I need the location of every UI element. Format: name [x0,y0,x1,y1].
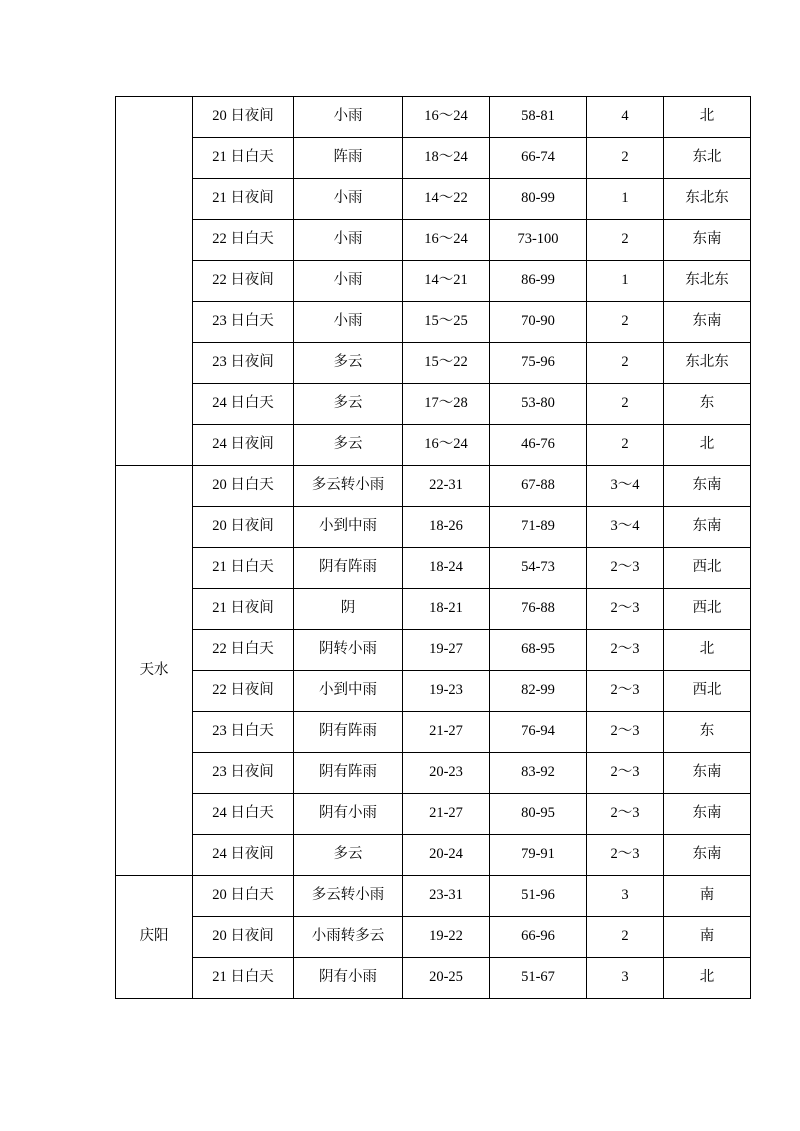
table-row [116,507,751,548]
period-cell: 24 日夜间 [193,425,294,466]
table-row [116,138,751,179]
period-cell: 23 日白天 [193,302,294,343]
table-body [116,97,751,999]
period-cell: 23 日夜间 [193,343,294,384]
temperature-cell: 16～24 [403,220,490,261]
wind-direction-cell: 北 [664,958,751,999]
condition-cell: 阵雨 [294,138,403,179]
table-row [116,671,751,712]
table-row [116,302,751,343]
humidity-cell: 51-96 [490,876,587,917]
temperature-cell: 20-25 [403,958,490,999]
period-cell: 24 日夜间 [193,835,294,876]
temperature-cell: 19-27 [403,630,490,671]
table-row [116,261,751,302]
wind-direction-cell: 东北东 [664,179,751,220]
wind-level-cell: 2～3 [587,794,664,835]
period-cell: 22 日夜间 [193,671,294,712]
humidity-cell: 70-90 [490,302,587,343]
weather-forecast-table [115,96,751,999]
wind-direction-cell: 东北东 [664,261,751,302]
wind-direction-cell: 北 [664,425,751,466]
period-cell: 20 日白天 [193,466,294,507]
condition-cell: 小雨 [294,302,403,343]
table-row [116,876,751,917]
table-row [116,384,751,425]
period-cell: 20 日夜间 [193,507,294,548]
wind-level-cell: 2 [587,302,664,343]
wind-direction-cell: 南 [664,917,751,958]
condition-cell: 多云 [294,835,403,876]
temperature-cell: 14～21 [403,261,490,302]
temperature-cell: 22-31 [403,466,490,507]
wind-direction-cell: 东南 [664,794,751,835]
temperature-cell: 18-21 [403,589,490,630]
period-cell: 24 日白天 [193,794,294,835]
wind-level-cell: 2 [587,425,664,466]
wind-level-cell: 2～3 [587,630,664,671]
temperature-cell: 16～24 [403,97,490,138]
humidity-cell: 68-95 [490,630,587,671]
wind-direction-cell: 北 [664,97,751,138]
wind-direction-cell: 东南 [664,507,751,548]
wind-level-cell: 2 [587,138,664,179]
condition-cell: 阴有阵雨 [294,753,403,794]
table-row [116,179,751,220]
humidity-cell: 66-74 [490,138,587,179]
temperature-cell: 19-22 [403,917,490,958]
condition-cell: 阴有阵雨 [294,548,403,589]
table-row [116,548,751,589]
period-cell: 22 日夜间 [193,261,294,302]
condition-cell: 阴有小雨 [294,958,403,999]
period-cell: 24 日白天 [193,384,294,425]
period-cell: 21 日夜间 [193,589,294,630]
city-cell [116,97,193,466]
temperature-cell: 21-27 [403,794,490,835]
period-cell: 23 日夜间 [193,753,294,794]
humidity-cell: 79-91 [490,835,587,876]
humidity-cell: 76-88 [490,589,587,630]
wind-level-cell: 2～3 [587,835,664,876]
condition-cell: 多云 [294,384,403,425]
humidity-cell: 80-99 [490,179,587,220]
humidity-cell: 86-99 [490,261,587,302]
condition-cell: 小到中雨 [294,671,403,712]
condition-cell: 小雨 [294,220,403,261]
wind-direction-cell: 西北 [664,548,751,589]
humidity-cell: 83-92 [490,753,587,794]
condition-cell: 小雨 [294,97,403,138]
condition-cell: 小雨 [294,261,403,302]
wind-direction-cell: 西北 [664,671,751,712]
period-cell: 21 日白天 [193,958,294,999]
period-cell: 22 日白天 [193,630,294,671]
table-row [116,753,751,794]
table-row [116,97,751,138]
wind-direction-cell: 北 [664,630,751,671]
wind-direction-cell: 西北 [664,589,751,630]
condition-cell: 小雨转多云 [294,917,403,958]
wind-direction-cell: 东南 [664,466,751,507]
humidity-cell: 66-96 [490,917,587,958]
wind-direction-cell: 东北 [664,138,751,179]
condition-cell: 多云转小雨 [294,876,403,917]
condition-cell: 阴转小雨 [294,630,403,671]
temperature-cell: 15～22 [403,343,490,384]
table-row [116,466,751,507]
wind-level-cell: 4 [587,97,664,138]
wind-level-cell: 2～3 [587,712,664,753]
humidity-cell: 58-81 [490,97,587,138]
temperature-cell: 16～24 [403,425,490,466]
temperature-cell: 17～28 [403,384,490,425]
temperature-cell: 20-23 [403,753,490,794]
humidity-cell: 75-96 [490,343,587,384]
wind-direction-cell: 东北东 [664,343,751,384]
wind-level-cell: 2 [587,384,664,425]
wind-level-cell: 1 [587,179,664,220]
wind-level-cell: 2～3 [587,671,664,712]
period-cell: 22 日白天 [193,220,294,261]
temperature-cell: 20-24 [403,835,490,876]
wind-direction-cell: 东 [664,384,751,425]
humidity-cell: 80-95 [490,794,587,835]
humidity-cell: 76-94 [490,712,587,753]
wind-level-cell: 2 [587,343,664,384]
temperature-cell: 18-24 [403,548,490,589]
condition-cell: 多云转小雨 [294,466,403,507]
temperature-cell: 18-26 [403,507,490,548]
table-row [116,958,751,999]
wind-level-cell: 2 [587,220,664,261]
condition-cell: 多云 [294,425,403,466]
humidity-cell: 82-99 [490,671,587,712]
period-cell: 21 日白天 [193,138,294,179]
temperature-cell: 23-31 [403,876,490,917]
humidity-cell: 53-80 [490,384,587,425]
wind-level-cell: 3 [587,876,664,917]
humidity-cell: 73-100 [490,220,587,261]
temperature-cell: 14～22 [403,179,490,220]
period-cell: 20 日夜间 [193,917,294,958]
table-row [116,630,751,671]
wind-direction-cell: 东南 [664,302,751,343]
wind-level-cell: 2～3 [587,589,664,630]
period-cell: 21 日白天 [193,548,294,589]
wind-level-cell: 3 [587,958,664,999]
table-row [116,425,751,466]
city-cell: 庆阳 [116,876,193,999]
condition-cell: 阴有小雨 [294,794,403,835]
condition-cell: 小到中雨 [294,507,403,548]
table-row [116,917,751,958]
period-cell: 20 日夜间 [193,97,294,138]
humidity-cell: 54-73 [490,548,587,589]
humidity-cell: 71-89 [490,507,587,548]
wind-direction-cell: 东南 [664,220,751,261]
wind-direction-cell: 东南 [664,835,751,876]
period-cell: 20 日白天 [193,876,294,917]
period-cell: 23 日白天 [193,712,294,753]
wind-direction-cell: 东 [664,712,751,753]
wind-level-cell: 2 [587,917,664,958]
temperature-cell: 21-27 [403,712,490,753]
temperature-cell: 18～24 [403,138,490,179]
table-row [116,835,751,876]
table-row [116,712,751,753]
wind-level-cell: 2～3 [587,753,664,794]
temperature-cell: 19-23 [403,671,490,712]
temperature-cell: 15～25 [403,302,490,343]
city-cell: 天水 [116,466,193,876]
humidity-cell: 51-67 [490,958,587,999]
condition-cell: 阴 [294,589,403,630]
condition-cell: 多云 [294,343,403,384]
table-row [116,343,751,384]
humidity-cell: 67-88 [490,466,587,507]
period-cell: 21 日夜间 [193,179,294,220]
wind-direction-cell: 南 [664,876,751,917]
wind-level-cell: 2～3 [587,548,664,589]
wind-level-cell: 1 [587,261,664,302]
condition-cell: 小雨 [294,179,403,220]
condition-cell: 阴有阵雨 [294,712,403,753]
wind-level-cell: 3～4 [587,466,664,507]
table-row [116,589,751,630]
table-row [116,794,751,835]
table-row [116,220,751,261]
wind-direction-cell: 东南 [664,753,751,794]
humidity-cell: 46-76 [490,425,587,466]
wind-level-cell: 3～4 [587,507,664,548]
